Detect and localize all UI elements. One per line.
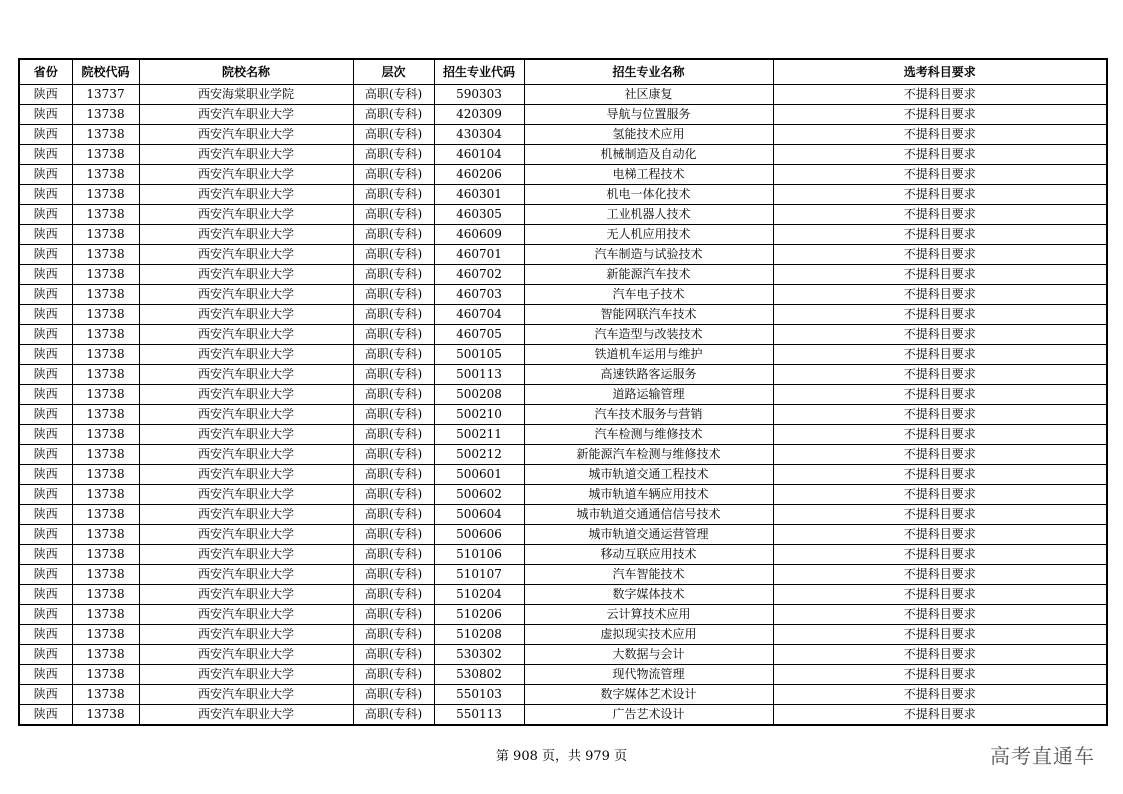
cell-subject-requirement: 不提科目要求 [773, 265, 1107, 285]
cell-school-code: 13738 [72, 645, 139, 665]
cell-major-name: 道路运输管理 [524, 385, 773, 405]
cell-province: 陕西 [19, 185, 72, 205]
cell-subject-requirement: 不提科目要求 [773, 405, 1107, 425]
cell-level: 高职(专科) [353, 165, 434, 185]
cell-school-name: 西安汽车职业大学 [139, 425, 353, 445]
table-row [19, 705, 1107, 726]
cell-school-name: 西安汽车职业大学 [139, 585, 353, 605]
cell-school-name: 西安汽车职业大学 [139, 465, 353, 485]
cell-subject-requirement: 不提科目要求 [773, 445, 1107, 465]
cell-major-name: 工业机器人技术 [524, 205, 773, 225]
cell-province: 陕西 [19, 585, 72, 605]
cell-level: 高职(专科) [353, 505, 434, 525]
cell-major-code: 530802 [434, 665, 524, 685]
cell-school-name: 西安汽车职业大学 [139, 105, 353, 125]
cell-province: 陕西 [19, 605, 72, 625]
table-row [19, 665, 1107, 685]
cell-level: 高职(专科) [353, 145, 434, 165]
cell-school-name: 西安汽车职业大学 [139, 485, 353, 505]
cell-subject-requirement: 不提科目要求 [773, 625, 1107, 645]
cell-province: 陕西 [19, 525, 72, 545]
table-row [19, 345, 1107, 365]
cell-major-name: 汽车检测与维修技术 [524, 425, 773, 445]
cell-level: 高职(专科) [353, 385, 434, 405]
cell-level: 高职(专科) [353, 585, 434, 605]
cell-major-code: 550113 [434, 705, 524, 726]
cell-subject-requirement: 不提科目要求 [773, 205, 1107, 225]
cell-level: 高职(专科) [353, 85, 434, 105]
cell-school-code: 13738 [72, 565, 139, 585]
cell-province: 陕西 [19, 205, 72, 225]
cell-major-code: 500211 [434, 425, 524, 445]
cell-major-code: 500606 [434, 525, 524, 545]
cell-province: 陕西 [19, 425, 72, 445]
cell-province: 陕西 [19, 85, 72, 105]
cell-major-code: 500212 [434, 445, 524, 465]
cell-major-name: 氢能技术应用 [524, 125, 773, 145]
table-row [19, 165, 1107, 185]
table-row [19, 125, 1107, 145]
header-major-code: 招生专业代码 [434, 59, 524, 85]
cell-major-name: 城市轨道交通运营管理 [524, 525, 773, 545]
cell-subject-requirement: 不提科目要求 [773, 665, 1107, 685]
cell-school-code: 13738 [72, 305, 139, 325]
cell-major-name: 汽车技术服务与营销 [524, 405, 773, 425]
header-school-name: 院校名称 [139, 59, 353, 85]
cell-major-code: 500105 [434, 345, 524, 365]
cell-school-code: 13738 [72, 465, 139, 485]
cell-major-code: 530302 [434, 645, 524, 665]
cell-school-code: 13737 [72, 85, 139, 105]
cell-level: 高职(专科) [353, 625, 434, 645]
cell-major-code: 460206 [434, 165, 524, 185]
cell-major-name: 数字媒体技术 [524, 585, 773, 605]
cell-level: 高职(专科) [353, 425, 434, 445]
cell-major-name: 新能源汽车检测与维修技术 [524, 445, 773, 465]
cell-school-name: 西安汽车职业大学 [139, 685, 353, 705]
cell-subject-requirement: 不提科目要求 [773, 685, 1107, 705]
cell-province: 陕西 [19, 685, 72, 705]
cell-subject-requirement: 不提科目要求 [773, 605, 1107, 625]
cell-province: 陕西 [19, 165, 72, 185]
cell-school-name: 西安汽车职业大学 [139, 245, 353, 265]
cell-level: 高职(专科) [353, 305, 434, 325]
cell-province: 陕西 [19, 365, 72, 385]
table-row [19, 605, 1107, 625]
cell-school-code: 13738 [72, 405, 139, 425]
cell-level: 高职(专科) [353, 605, 434, 625]
cell-level: 高职(专科) [353, 365, 434, 385]
cell-major-name: 电梯工程技术 [524, 165, 773, 185]
cell-school-name: 西安汽车职业大学 [139, 265, 353, 285]
cell-school-code: 13738 [72, 345, 139, 365]
cell-school-name: 西安汽车职业大学 [139, 605, 353, 625]
table-row [19, 425, 1107, 445]
cell-subject-requirement: 不提科目要求 [773, 305, 1107, 325]
cell-province: 陕西 [19, 405, 72, 425]
cell-major-name: 城市轨道交通通信信号技术 [524, 505, 773, 525]
table-header-row [19, 59, 1107, 85]
cell-school-code: 13738 [72, 165, 139, 185]
cell-level: 高职(专科) [353, 285, 434, 305]
cell-major-code: 460703 [434, 285, 524, 305]
cell-major-name: 高速铁路客运服务 [524, 365, 773, 385]
cell-major-code: 460701 [434, 245, 524, 265]
cell-major-name: 铁道机车运用与维护 [524, 345, 773, 365]
cell-school-code: 13738 [72, 625, 139, 645]
cell-level: 高职(专科) [353, 105, 434, 125]
cell-level: 高职(专科) [353, 125, 434, 145]
cell-province: 陕西 [19, 505, 72, 525]
cell-subject-requirement: 不提科目要求 [773, 245, 1107, 265]
table-row [19, 565, 1107, 585]
table-row [19, 365, 1107, 385]
table-row [19, 505, 1107, 525]
cell-level: 高职(专科) [353, 485, 434, 505]
cell-subject-requirement: 不提科目要求 [773, 545, 1107, 565]
table-row [19, 445, 1107, 465]
cell-major-name: 汽车制造与试验技术 [524, 245, 773, 265]
cell-school-code: 13738 [72, 125, 139, 145]
cell-province: 陕西 [19, 705, 72, 726]
cell-major-code: 460104 [434, 145, 524, 165]
admissions-table [18, 58, 1108, 726]
cell-subject-requirement: 不提科目要求 [773, 325, 1107, 345]
cell-major-name: 虚拟现实技术应用 [524, 625, 773, 645]
table-row [19, 405, 1107, 425]
cell-school-name: 西安海棠职业学院 [139, 85, 353, 105]
cell-school-name: 西安汽车职业大学 [139, 285, 353, 305]
table-row [19, 205, 1107, 225]
cell-school-name: 西安汽车职业大学 [139, 445, 353, 465]
table-row [19, 285, 1107, 305]
table-row [19, 645, 1107, 665]
cell-school-code: 13738 [72, 485, 139, 505]
cell-major-name: 现代物流管理 [524, 665, 773, 685]
watermark-logo: 高考直通车 [990, 744, 1095, 768]
cell-major-name: 广告艺术设计 [524, 705, 773, 726]
page-number: 第 908 页，共 979 页 [495, 749, 628, 764]
cell-subject-requirement: 不提科目要求 [773, 225, 1107, 245]
cell-school-code: 13738 [72, 505, 139, 525]
cell-school-code: 13738 [72, 205, 139, 225]
table-row [19, 305, 1107, 325]
cell-school-name: 西安汽车职业大学 [139, 565, 353, 585]
cell-subject-requirement: 不提科目要求 [773, 465, 1107, 485]
cell-subject-requirement: 不提科目要求 [773, 565, 1107, 585]
table-row [19, 325, 1107, 345]
cell-level: 高职(专科) [353, 645, 434, 665]
cell-level: 高职(专科) [353, 465, 434, 485]
cell-subject-requirement: 不提科目要求 [773, 585, 1107, 605]
cell-school-code: 13738 [72, 665, 139, 685]
cell-province: 陕西 [19, 645, 72, 665]
cell-major-code: 510206 [434, 605, 524, 625]
cell-major-name: 导航与位置服务 [524, 105, 773, 125]
cell-province: 陕西 [19, 445, 72, 465]
cell-school-name: 西安汽车职业大学 [139, 385, 353, 405]
table-row [19, 525, 1107, 545]
cell-school-name: 西安汽车职业大学 [139, 205, 353, 225]
cell-major-code: 460301 [434, 185, 524, 205]
header-level: 层次 [353, 59, 434, 85]
cell-subject-requirement: 不提科目要求 [773, 705, 1107, 726]
cell-subject-requirement: 不提科目要求 [773, 285, 1107, 305]
cell-province: 陕西 [19, 465, 72, 485]
cell-school-code: 13738 [72, 685, 139, 705]
cell-province: 陕西 [19, 345, 72, 365]
table-row [19, 385, 1107, 405]
cell-school-name: 西安汽车职业大学 [139, 665, 353, 685]
cell-major-code: 460609 [434, 225, 524, 245]
cell-major-name: 社区康复 [524, 85, 773, 105]
cell-subject-requirement: 不提科目要求 [773, 425, 1107, 445]
table-row [19, 685, 1107, 705]
cell-level: 高职(专科) [353, 705, 434, 726]
cell-level: 高职(专科) [353, 325, 434, 345]
cell-major-code: 430304 [434, 125, 524, 145]
cell-school-code: 13738 [72, 105, 139, 125]
cell-school-name: 西安汽车职业大学 [139, 305, 353, 325]
cell-school-code: 13738 [72, 265, 139, 285]
cell-province: 陕西 [19, 285, 72, 305]
table-row [19, 85, 1107, 105]
table-row [19, 225, 1107, 245]
cell-subject-requirement: 不提科目要求 [773, 525, 1107, 545]
header-subject-requirement: 选考科目要求 [773, 59, 1107, 85]
cell-school-code: 13738 [72, 445, 139, 465]
table-row [19, 545, 1107, 565]
cell-major-code: 500601 [434, 465, 524, 485]
cell-level: 高职(专科) [353, 185, 434, 205]
cell-level: 高职(专科) [353, 265, 434, 285]
table-row [19, 625, 1107, 645]
cell-subject-requirement: 不提科目要求 [773, 145, 1107, 165]
cell-province: 陕西 [19, 625, 72, 645]
cell-level: 高职(专科) [353, 545, 434, 565]
cell-major-code: 460704 [434, 305, 524, 325]
cell-major-name: 机电一体化技术 [524, 185, 773, 205]
cell-subject-requirement: 不提科目要求 [773, 125, 1107, 145]
cell-level: 高职(专科) [353, 665, 434, 685]
table-row [19, 465, 1107, 485]
cell-level: 高职(专科) [353, 685, 434, 705]
cell-level: 高职(专科) [353, 525, 434, 545]
cell-major-code: 420309 [434, 105, 524, 125]
cell-province: 陕西 [19, 245, 72, 265]
table-row [19, 485, 1107, 505]
cell-major-code: 510208 [434, 625, 524, 645]
cell-subject-requirement: 不提科目要求 [773, 345, 1107, 365]
cell-school-code: 13738 [72, 425, 139, 445]
table-row [19, 145, 1107, 165]
cell-school-name: 西安汽车职业大学 [139, 545, 353, 565]
cell-major-code: 510204 [434, 585, 524, 605]
cell-school-name: 西安汽车职业大学 [139, 625, 353, 645]
cell-school-name: 西安汽车职业大学 [139, 645, 353, 665]
cell-school-name: 西安汽车职业大学 [139, 345, 353, 365]
cell-level: 高职(专科) [353, 245, 434, 265]
cell-major-name: 机械制造及自动化 [524, 145, 773, 165]
cell-school-name: 西安汽车职业大学 [139, 525, 353, 545]
header-school-code: 院校代码 [72, 59, 139, 85]
cell-major-code: 500604 [434, 505, 524, 525]
cell-province: 陕西 [19, 125, 72, 145]
cell-major-name: 云计算技术应用 [524, 605, 773, 625]
cell-major-name: 数字媒体艺术设计 [524, 685, 773, 705]
cell-school-name: 西安汽车职业大学 [139, 185, 353, 205]
cell-subject-requirement: 不提科目要求 [773, 365, 1107, 385]
cell-province: 陕西 [19, 325, 72, 345]
cell-subject-requirement: 不提科目要求 [773, 505, 1107, 525]
cell-level: 高职(专科) [353, 225, 434, 245]
cell-school-code: 13738 [72, 285, 139, 305]
table-row [19, 105, 1107, 125]
cell-major-name: 大数据与会计 [524, 645, 773, 665]
cell-major-code: 500602 [434, 485, 524, 505]
cell-school-code: 13738 [72, 585, 139, 605]
cell-school-code: 13738 [72, 225, 139, 245]
cell-province: 陕西 [19, 545, 72, 565]
cell-school-code: 13738 [72, 145, 139, 165]
cell-subject-requirement: 不提科目要求 [773, 385, 1107, 405]
cell-major-name: 智能网联汽车技术 [524, 305, 773, 325]
cell-province: 陕西 [19, 145, 72, 165]
table-row [19, 185, 1107, 205]
cell-subject-requirement: 不提科目要求 [773, 105, 1107, 125]
cell-major-code: 500208 [434, 385, 524, 405]
cell-school-code: 13738 [72, 385, 139, 405]
cell-major-code: 460702 [434, 265, 524, 285]
cell-subject-requirement: 不提科目要求 [773, 645, 1107, 665]
cell-school-code: 13738 [72, 185, 139, 205]
cell-major-code: 590303 [434, 85, 524, 105]
cell-province: 陕西 [19, 565, 72, 585]
cell-province: 陕西 [19, 225, 72, 245]
cell-major-code: 460705 [434, 325, 524, 345]
cell-subject-requirement: 不提科目要求 [773, 185, 1107, 205]
cell-province: 陕西 [19, 105, 72, 125]
cell-school-code: 13738 [72, 705, 139, 726]
cell-school-name: 西安汽车职业大学 [139, 125, 353, 145]
cell-level: 高职(专科) [353, 345, 434, 365]
cell-level: 高职(专科) [353, 565, 434, 585]
cell-major-name: 移动互联应用技术 [524, 545, 773, 565]
cell-major-code: 500113 [434, 365, 524, 385]
cell-school-code: 13738 [72, 245, 139, 265]
cell-major-name: 汽车智能技术 [524, 565, 773, 585]
cell-major-code: 550103 [434, 685, 524, 705]
cell-school-name: 西安汽车职业大学 [139, 145, 353, 165]
table-body [19, 85, 1107, 726]
cell-level: 高职(专科) [353, 445, 434, 465]
cell-major-code: 510107 [434, 565, 524, 585]
cell-major-code: 500210 [434, 405, 524, 425]
cell-school-code: 13738 [72, 525, 139, 545]
cell-school-name: 西安汽车职业大学 [139, 225, 353, 245]
table-row [19, 585, 1107, 605]
cell-major-code: 460305 [434, 205, 524, 225]
cell-subject-requirement: 不提科目要求 [773, 165, 1107, 185]
table-row [19, 265, 1107, 285]
cell-province: 陕西 [19, 485, 72, 505]
cell-major-name: 城市轨道交通工程技术 [524, 465, 773, 485]
cell-major-name: 汽车电子技术 [524, 285, 773, 305]
cell-school-name: 西安汽车职业大学 [139, 365, 353, 385]
cell-school-code: 13738 [72, 365, 139, 385]
cell-school-name: 西安汽车职业大学 [139, 405, 353, 425]
cell-province: 陕西 [19, 665, 72, 685]
cell-subject-requirement: 不提科目要求 [773, 485, 1107, 505]
cell-major-name: 城市轨道车辆应用技术 [524, 485, 773, 505]
cell-province: 陕西 [19, 265, 72, 285]
cell-major-code: 510106 [434, 545, 524, 565]
cell-province: 陕西 [19, 385, 72, 405]
cell-school-name: 西安汽车职业大学 [139, 705, 353, 726]
cell-subject-requirement: 不提科目要求 [773, 85, 1107, 105]
header-province: 省份 [19, 59, 72, 85]
cell-school-code: 13738 [72, 325, 139, 345]
cell-major-name: 新能源汽车技术 [524, 265, 773, 285]
cell-major-name: 汽车造型与改装技术 [524, 325, 773, 345]
cell-school-code: 13738 [72, 545, 139, 565]
cell-school-name: 西安汽车职业大学 [139, 325, 353, 345]
cell-school-name: 西安汽车职业大学 [139, 165, 353, 185]
header-major-name: 招生专业名称 [524, 59, 773, 85]
cell-level: 高职(专科) [353, 205, 434, 225]
cell-school-code: 13738 [72, 605, 139, 625]
table-row [19, 245, 1107, 265]
cell-school-name: 西安汽车职业大学 [139, 505, 353, 525]
cell-province: 陕西 [19, 305, 72, 325]
cell-major-name: 无人机应用技术 [524, 225, 773, 245]
cell-level: 高职(专科) [353, 405, 434, 425]
